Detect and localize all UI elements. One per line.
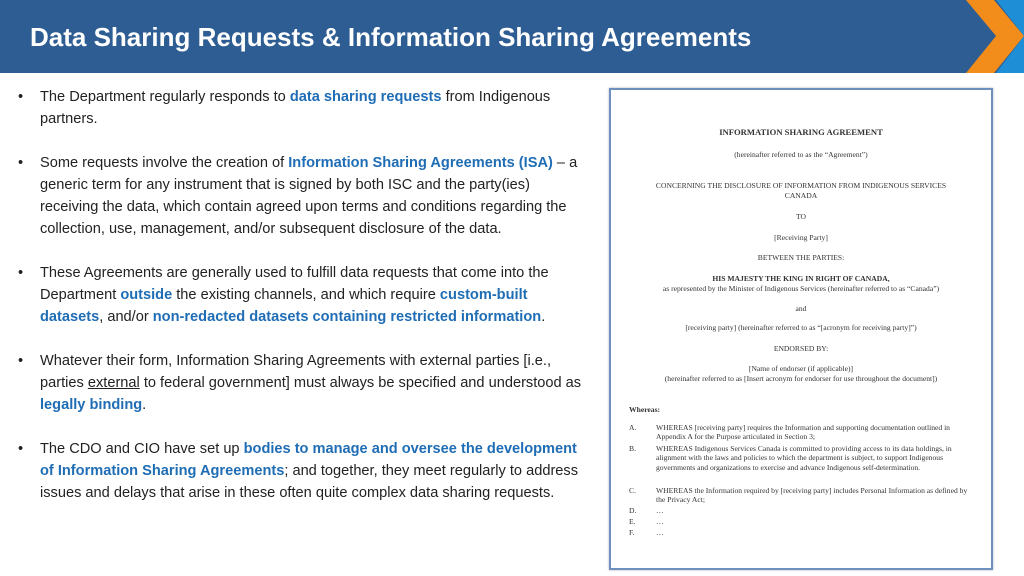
doc-title: INFORMATION SHARING AGREEMENT [719,127,883,137]
bullet-item [16,262,592,328]
bullet-dot-icon: • [18,89,24,105]
plain-text: to federal government] must always be specified and understood as [139,375,582,391]
plain-text: the existing channels, and which require [172,287,440,303]
bullet-item [16,350,592,416]
highlight-text: Information Sharing Agreements (ISA) [288,155,553,171]
chevron-decoration-icon [0,0,1024,73]
plain-text: The CDO and CIO have set up [40,441,244,457]
plain-text: ; and together, they meet regularly to address issues and delays that arise in these often quite complex data sharing requests. [40,463,579,501]
plain-text: Some requests involve the creation of [40,155,289,171]
highlight-text: custom-built datasets [40,287,528,325]
doc-clause-label: B. [629,444,636,453]
doc-clause-label: D. [629,506,637,515]
doc-clause-text: WHEREAS [receiving party] requires the Information and supporting documentation outlined in Appendix A for the Purpose articulated in Section 3; [656,423,950,442]
doc-receiving-party: [Receiving Party] [774,233,828,242]
doc-his-majesty: HIS MAJESTY THE KING IN RIGHT OF CANADA, [712,274,890,283]
bullet-text [40,155,577,237]
bullet-dot-icon: • [18,441,24,457]
bullet-item [16,86,592,130]
highlight-text: bodies to manage and oversee the development of Information Sharing Agreements [40,441,577,479]
doc-and: and [795,304,807,313]
doc-clause-label: E. [629,517,636,526]
plain-text: , and/or [99,309,153,325]
plain-text: Whatever their form, Information Sharing Agreements with external parties [i.e., parties [40,353,552,391]
plain-text: The Department regularly responds to [40,89,290,105]
bullet-dot-icon: • [18,353,24,369]
highlight-text: legally binding [40,397,143,413]
doc-concerning-line1: CONCERNING THE DISCLOSURE OF INFORMATION FROM INDIGENOUS SERVICES [655,181,947,190]
highlight-text: non-redacted datasets containing restricted information [152,309,542,325]
doc-represented: as represented by the Minister of Indigenous Services (hereinafter referred to as “Canada”) [662,284,940,293]
doc-clause-text: … [656,506,664,515]
doc-endorser-ref: (hereinafter referred to as [Insert acronym for endorser for use throughout the document]) [664,374,938,383]
highlight-text: data sharing requests [289,89,442,105]
plain-text: . [142,397,147,413]
bullet-text [40,441,578,501]
bullet-text [40,89,550,127]
bullet-text [40,265,549,325]
doc-clause-text: … [656,517,664,526]
plain-text: from Indigenous partners. [40,89,551,127]
plain-text: . [541,309,546,325]
bullet-item [16,438,592,504]
doc-endorsed-by: ENDORSED BY: [773,344,829,353]
doc-concerning-line2: CANADA [784,191,818,200]
doc-endorser: [Name of endorser (if applicable)] [748,364,854,373]
header-bar [0,0,1024,73]
plain-text: – a generic term for any instrument that is signed by both ISC and the party(ies) receiving the data, which contain agreed upon terms and conditions regarding the collection, use, management, and/or subsequent disclosure of the data. [40,155,578,237]
doc-between: BETWEEN THE PARTIES: [757,253,845,262]
bullet-item [16,152,592,240]
agreement-document-image [609,88,993,570]
bullet-text [40,353,581,413]
bullet-dot-icon: • [18,265,24,281]
highlight-text: outside [120,287,173,303]
bullet-list [16,86,592,526]
doc-clause-label: F. [629,528,635,537]
doc-to: TO [796,212,806,221]
bullet-dot-icon: • [18,155,24,171]
doc-clause-label: A. [629,423,637,432]
doc-clause-text: WHEREAS the Information required by [receiving party] includes Personal Information as defined by the Privacy Act; [656,486,968,505]
plain-text: These Agreements are generally used to fulfill data requests that come into the Department [40,265,549,303]
doc-clause-text: … [656,528,664,537]
doc-receiving-party-ref: [receiving party] (hereinafter referred to as “[acronym for receiving party]”) [685,323,917,332]
doc-whereas-heading: Whereas: [629,405,661,414]
underlined-text: external [87,375,140,391]
doc-subtitle: (hereinafter referred to as the “Agreement”) [734,150,868,159]
page-title: Data Sharing Requests & Information Sharing Agreements [30,22,752,52]
doc-clause-text: WHEREAS Indigenous Services Canada is committed to providing access to its data holdings, in alignment with the laws and policies to which the department is subject, to support Indigenous governments and organizations to exercise and advance Indigenous self-determination. [656,444,952,472]
doc-clause-label: C. [629,486,636,495]
